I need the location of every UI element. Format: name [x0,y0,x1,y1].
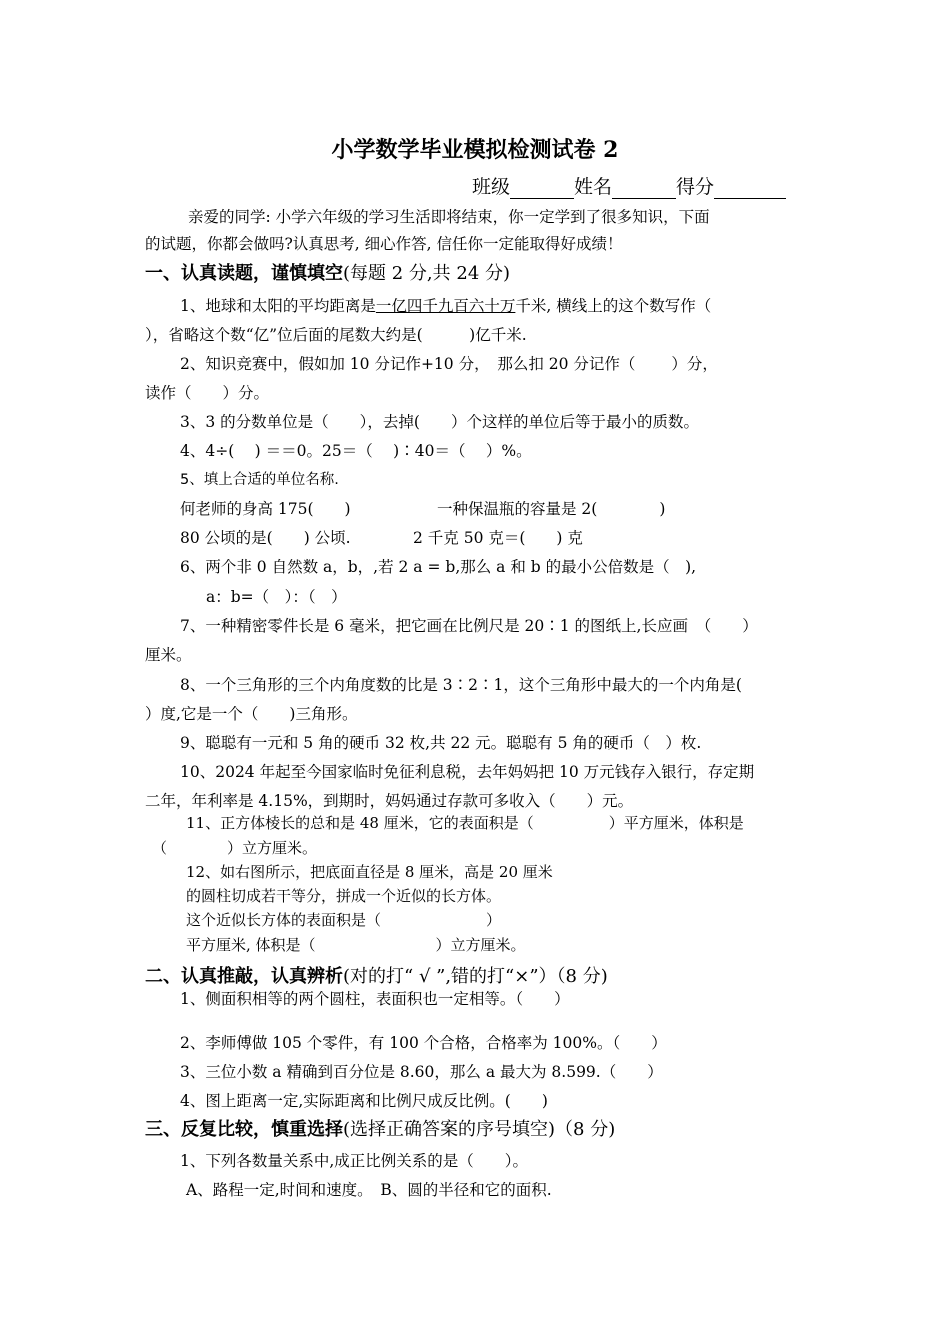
q1-line-1 [180,296,711,316]
q1-line-2: ），省略这个数“亿”位后面的尾数大约是( )亿千米. [145,326,527,344]
section3-note: (选择正确答案的序号填空)（8 分) [343,1119,616,1140]
q12-line-4: 平方厘米, 体积是（ ）立方厘米。 [186,936,526,954]
q5-heading: 5、填上合适的单位名称. [180,472,339,488]
section1-title: 一、认真读题，谨慎填空 [145,263,343,284]
page-title: 小学数学毕业模拟检测试卷 2 [331,137,619,163]
q12-line-3: 这个近似长方体的表面积是（ ） [186,911,502,929]
class-label: 班级 [472,176,511,198]
q4: 4、4÷( ) ＝＝0。25＝（ )∶40＝（ ）%。 [180,442,532,460]
section1-heading [145,262,510,286]
section3-title: 三、反复比较，慎重选择 [145,1119,343,1140]
q11-line-2: （ ）立方厘米。 [152,839,318,857]
q2-line-2: 读作（ ）分。 [145,384,270,402]
q7-line-1: 7、一种精密零件长是 6 毫米，把它画在比例尺是 20∶1 的图纸上,长应画 （ ） [180,617,758,635]
section2-title: 二、认真推敲，认真辨析 [145,966,343,987]
intro-line-1: 亲爱的同学: 小学六年级的学习生活即将结束，你一定学到了很多知识，下面 [188,208,710,226]
q5-b: 一种保温瓶的容量是 2( ) [437,500,666,518]
choice-1: 1、下列各数量关系中,成正比例关系的是（ ）。 [180,1152,529,1170]
section1-note: (每题 2 分,共 24 分) [343,263,511,284]
name-blank [612,180,676,199]
student-info [472,175,786,199]
name-label: 姓名 [574,176,613,198]
q2-line-1: 2、知识竞赛中，假如加 10 分记作+10 分， 那么扣 20 分记作（ ）分， [180,355,718,373]
q11-line-1: 11、正方体棱长的总和是 48 厘米，它的表面积是（ ）平方厘米，体积是 [186,814,744,832]
q1-post: 千米, 横线上的这个数写作（ [515,297,712,315]
q8-line-1: 8、一个三角形的三个内角度数的比是 3∶2∶1，这个三角形中最大的一个内角是( [180,676,742,694]
q12-line-2: 的圆柱切成若干等分，拼成一个近似的长方体。 [186,887,502,905]
q6-line-2: a：b=（ ）：（ ） [206,588,347,606]
q5-d: 2 千克 50 克＝( ) 克 [413,529,583,547]
section3-heading [145,1118,615,1142]
q5-a: 何老师的身高 175( ) [180,500,351,518]
score-blank [714,180,786,199]
q5-c: 80 公顷的是( ) 公顷. [180,529,351,547]
judge-2: 2、李师傅做 105 个零件，有 100 个合格，合格率为 100%。（ ） [180,1034,667,1052]
q10-line-1: 10、2024 年起至今国家临时免征利息税，去年妈妈把 10 万元钱存入银行，存定期 [180,763,755,781]
q7-line-2: 厘米。 [145,646,192,664]
q12-line-1: 12、如右图所示，把底面直径是 8 厘米，高是 20 厘米 [186,863,553,881]
class-blank [510,180,574,199]
q1-underlined: 一亿四千九百六十万 [375,297,516,315]
q10-line-2: 二年，年利率是 4.15%，到期时，妈妈通过存款可多收入（ ）元。 [145,792,634,810]
score-label: 得分 [676,176,715,198]
judge-3: 3、三位小数 a 精确到百分位是 8.60，那么 a 最大为 8.599.（ ） [180,1063,663,1081]
section2-heading [145,965,608,989]
q9: 9、聪聪有一元和 5 角的硬币 32 枚,共 22 元。聪聪有 5 角的硬币（ ）枚. [180,734,702,752]
q8-line-2: ）度,它是一个（ )三角形。 [145,705,358,723]
q1-pre: 1、地球和太阳的平均距离是 [180,297,376,315]
intro-line-2: 的试题，你都会做吗?认真思考, 细心作答, 信任你一定能取得好成绩！ [145,235,623,253]
choice-1-options: A、路程一定,时间和速度。 B、圆的半径和它的面积. [186,1181,552,1199]
q6-line-1: 6、两个非 0 自然数 a，b，,若 2 a = b,那么 a 和 b 的最小公倍数是（ ), [180,558,697,576]
judge-1: 1、侧面积相等的两个圆柱，表面积也一定相等。（ ） [180,990,570,1008]
q3: 3、3 的分数单位是（ ），去掉( ）个这样的单位后等于最小的质数。 [180,413,699,431]
judge-4: 4、图上距离一定,实际距离和比例尺成反比例。( ) [180,1092,548,1110]
section2-note: (对的打“ √ ”,错的打“×”）（8 分) [343,966,608,987]
